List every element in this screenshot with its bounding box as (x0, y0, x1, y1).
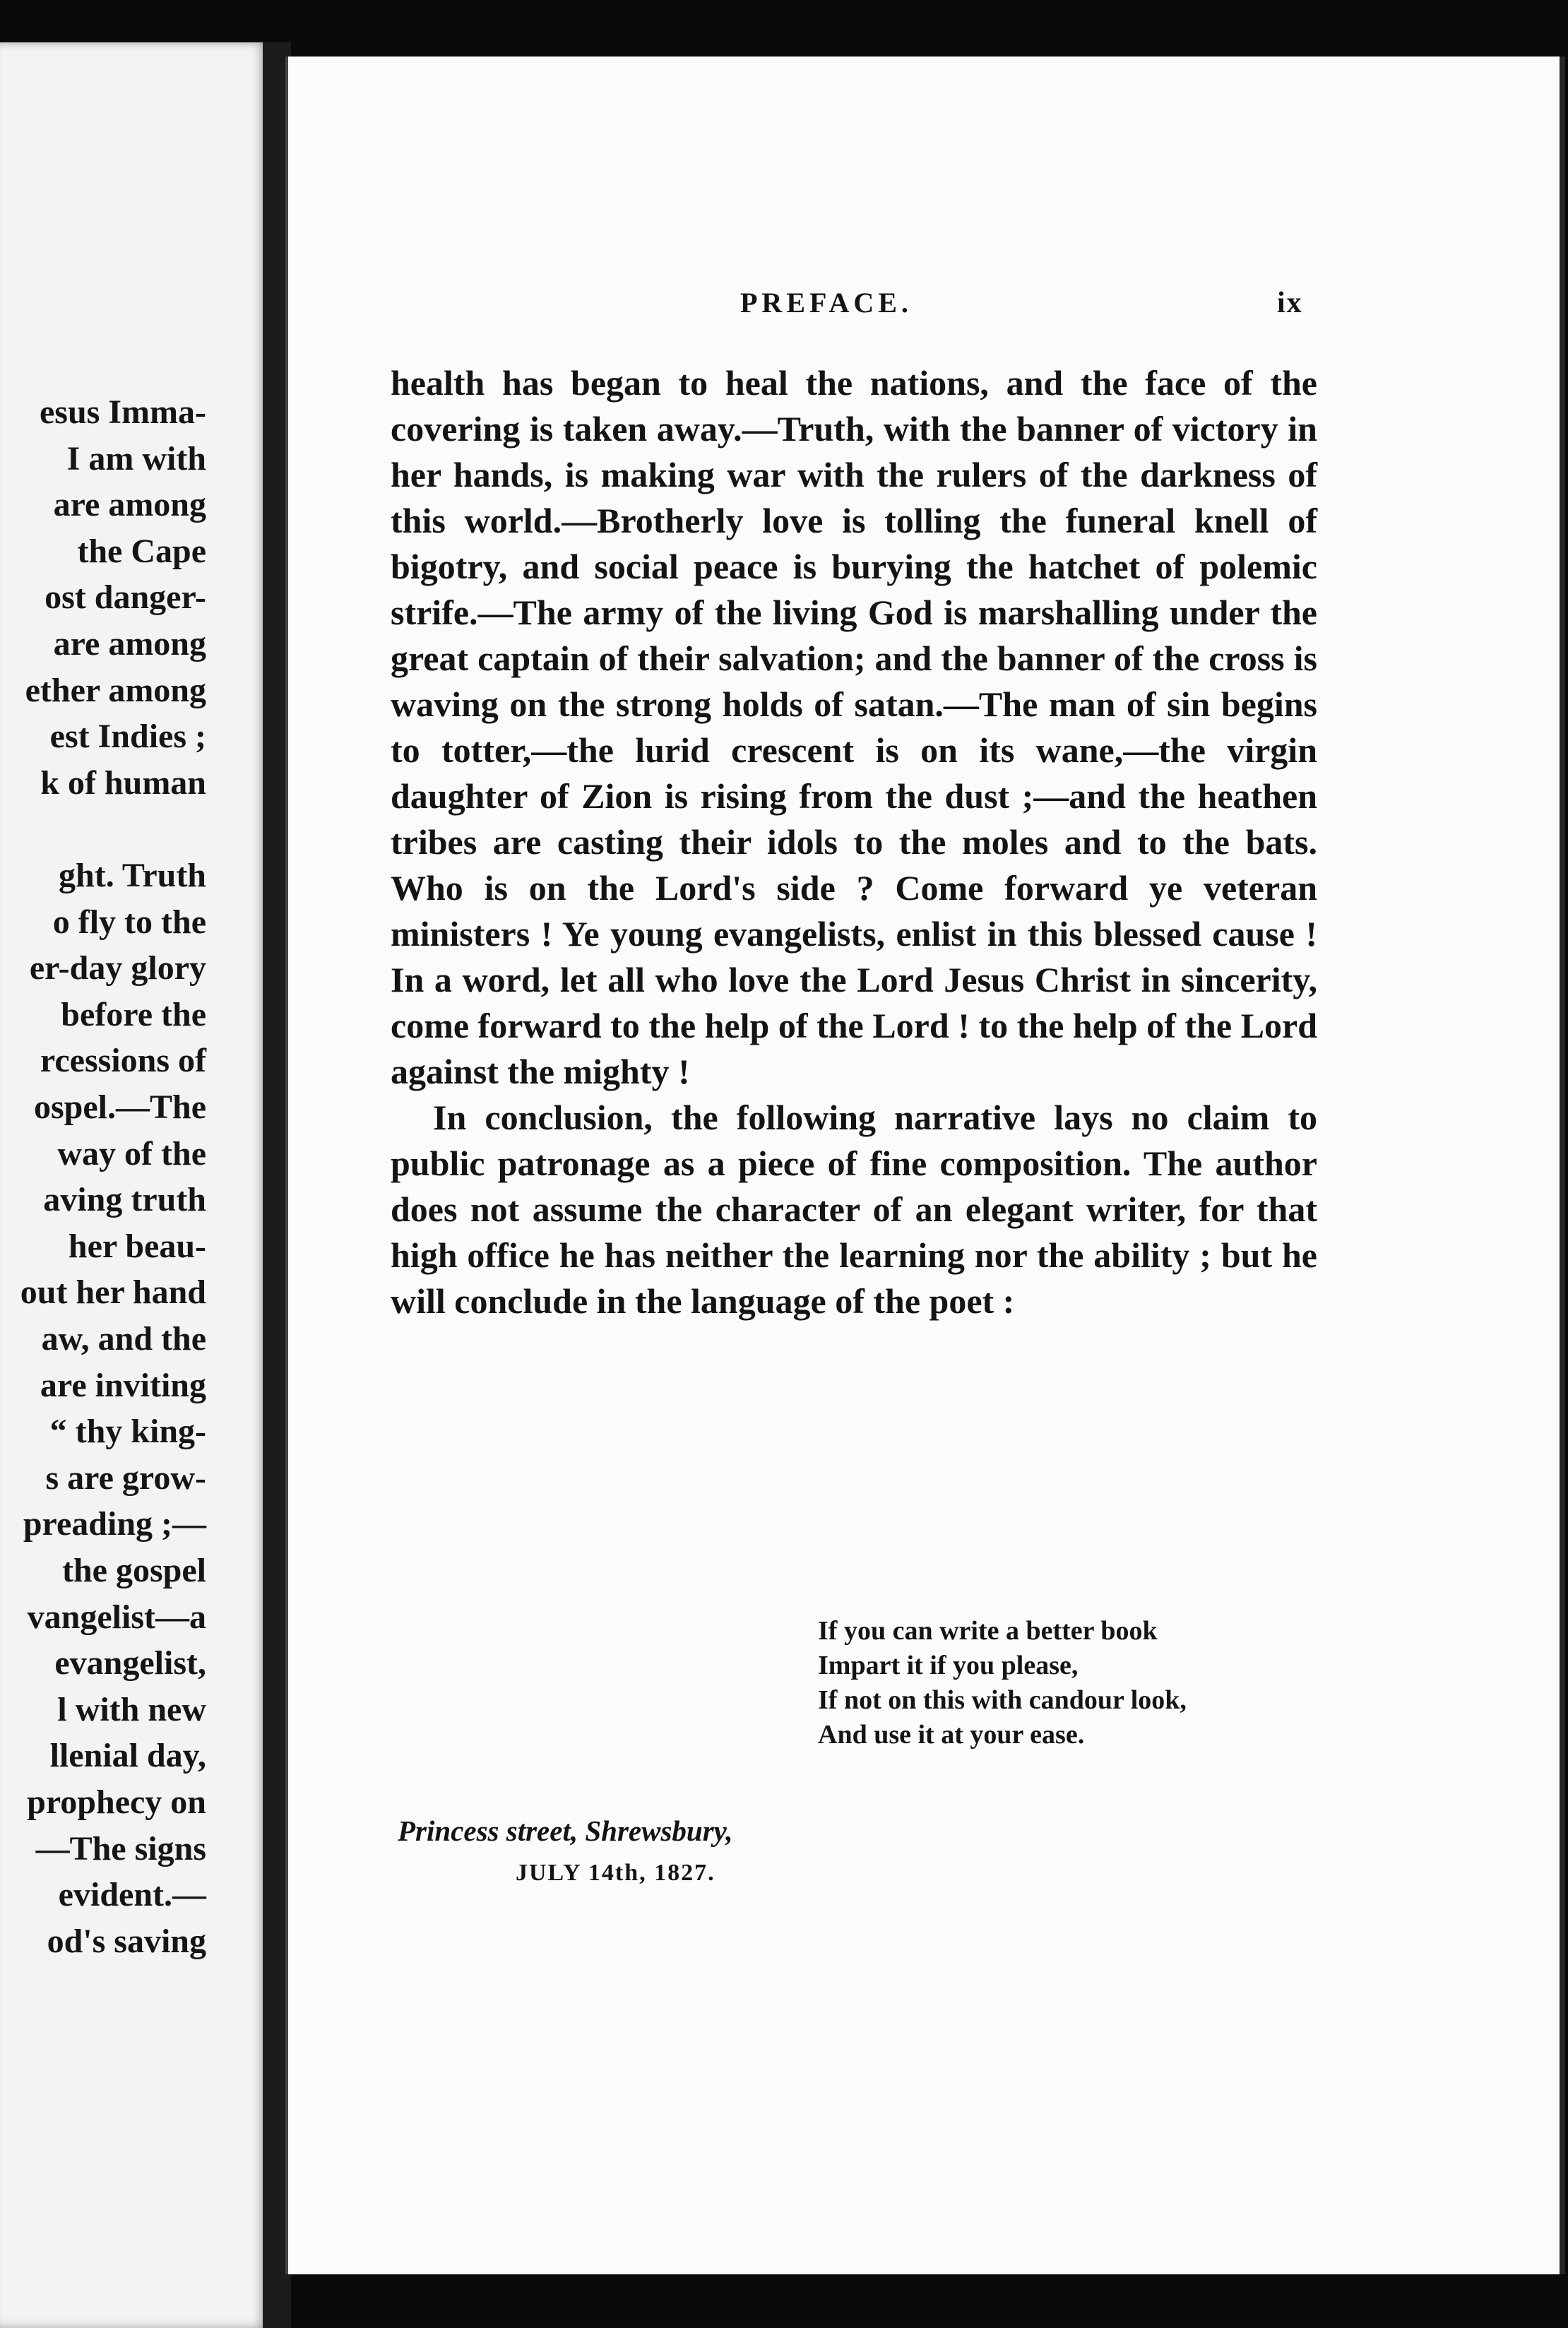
preface-body (391, 360, 1317, 1324)
left-page-line: ospel.—The (33, 1088, 206, 1126)
left-page-line: before the (61, 995, 206, 1033)
left-page-line: l with new (57, 1690, 206, 1728)
left-page-line: k of human (40, 764, 206, 802)
left-page-line: I am with (66, 439, 206, 477)
left-page-line: evident.— (58, 1876, 206, 1914)
left-page-line: esus Imma- (40, 393, 206, 431)
left-page-line: way of the (57, 1134, 206, 1172)
left-page-line: are among (53, 625, 206, 663)
page-number: ix (1277, 287, 1303, 319)
left-page-line: od's saving (47, 1922, 206, 1960)
left-page (0, 42, 268, 2328)
paragraph-1: health has began to heal the nations, and the face of the covering is taken away.—Truth, with the banner of victory in her hands, is making war with the rulers of the darkness of this world.—Brotherly love is tolling the funeral knell of bigotry, and social peace is burying the hatchet of polemic strife.—The army of the living God is marshalling under the great captain of their salvation; and the banner of the cross is waving on the strong holds of satan.—The man of sin begins to totter,—the lurid crescent is on its wane,—the virgin daughter of Zion is rising from the dust ;—and the heathen tribes are casting their idols to the moles and to the bats. Who is on the Lord's side ? Come forward ye veteran ministers ! Ye young evangelists, enlist in this blessed cause ! In a word, let all who love the Lord Jesus Christ in sincerity, come forward to the help of the Lord ! to the help of the Lord against the mighty ! (391, 363, 1317, 1091)
left-page-line: —The signs (35, 1829, 206, 1867)
left-page-line: s are grow- (45, 1459, 206, 1497)
signature-date: JULY 14th, 1827. (516, 1860, 715, 1886)
left-page-line: “ thy king- (49, 1413, 206, 1451)
poem-line: If not on this with candour look, (818, 1685, 1187, 1715)
left-page-line: preading ;— (23, 1505, 206, 1543)
left-page-line: are inviting (40, 1366, 206, 1404)
left-page-line: vangelist—a (27, 1598, 206, 1636)
running-head (288, 286, 1560, 328)
left-page-line: ght. Truth (59, 857, 206, 894)
left-page-line: out her hand (20, 1273, 206, 1312)
left-page-line: rcessions of (40, 1042, 206, 1080)
signature-place: Princess street, Shrewsbury, (398, 1815, 733, 1847)
poem-line: If you can write a better book (818, 1616, 1158, 1646)
left-page-line: her beau- (68, 1227, 206, 1265)
poem-quote (818, 1614, 1187, 1752)
left-page-line: ost danger- (44, 578, 206, 617)
left-page-line: the Cape (77, 532, 206, 570)
left-page-line: the gospel (62, 1552, 206, 1589)
poem-line: And use it at your ease. (818, 1720, 1085, 1750)
running-head-title: PREFACE. (740, 287, 913, 319)
paragraph-2: In conclusion, the following narrative lays no claim to public patronage as a piece of fine composition. The author does not assume the character of an elegant writer, for that high office he has neither the learning nor the ability ; but he will conclude in the language of the poet : (391, 1098, 1317, 1321)
left-page-line: prophecy on (27, 1783, 206, 1821)
left-page-line: evangelist, (54, 1644, 206, 1682)
left-page-line: aving truth (43, 1181, 206, 1219)
left-page-line: are among (53, 486, 206, 524)
poem-line: Impart it if you please, (818, 1651, 1079, 1680)
left-page-line: er-day glory (29, 949, 206, 987)
left-page-line: est Indies ; (49, 718, 206, 756)
left-page-line: llenial day, (49, 1737, 206, 1775)
left-page-line: o fly to the (52, 903, 206, 941)
left-page-line: aw, and the (41, 1320, 206, 1358)
left-page-line: ether among (25, 671, 206, 709)
right-page (285, 57, 1560, 2274)
